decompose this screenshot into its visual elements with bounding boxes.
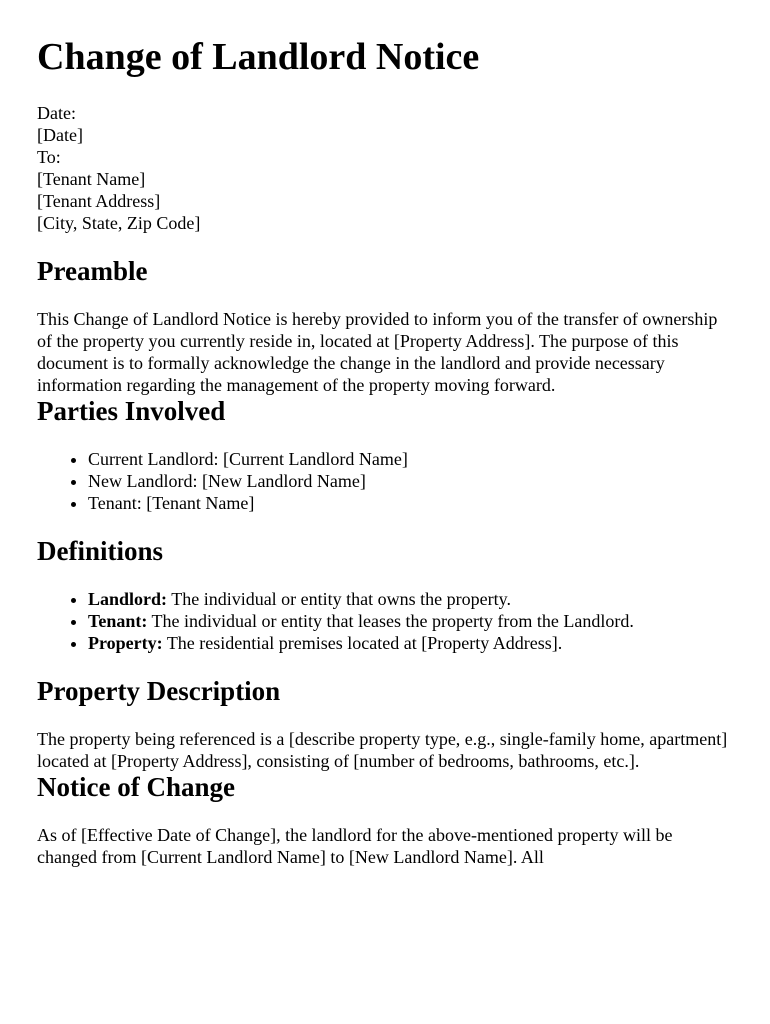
document-title: Change of Landlord Notice: [37, 36, 480, 78]
notice-of-change-heading: Notice of Change: [37, 772, 235, 802]
definition-text: The individual or entity that owns the property.: [167, 589, 511, 609]
city-state-zip: [City, State, Zip Code]: [37, 213, 201, 233]
definition-text: The individual or entity that leases the property from the Landlord.: [147, 611, 634, 631]
list-item: [88, 588, 734, 610]
to-label: To:: [37, 147, 61, 167]
tenant-name: [Tenant Name]: [37, 169, 146, 189]
definition-text: The residential premises located at [Property Address].: [162, 633, 563, 653]
list-item: • New Landlord: [New Landlord Name]: [88, 470, 734, 492]
property-description-heading: Property Description: [37, 676, 281, 706]
definition-term: Property:: [88, 633, 163, 653]
address-block: [37, 102, 734, 234]
list-item: • Tenant: [Tenant Name]: [88, 492, 734, 514]
list-item: • Current Landlord: [Current Landlord Name]: [88, 448, 734, 470]
parties-heading: Parties Involved: [37, 396, 226, 426]
parties-list: [37, 448, 734, 514]
definitions-list: [37, 588, 734, 654]
preamble-text: This Change of Landlord Notice is hereby provided to inform you of the transfer of ownership of the property you currently reside in, located at [Property Address]. The purpose of this document is to formally acknowledge the change in the landlord and provide necessary information regarding the management of the property moving forward.: [37, 309, 718, 395]
tenant-address: [Tenant Address]: [37, 191, 161, 211]
notice-of-change-text: As of [Effective Date of Change], the landlord for the above-mentioned property will be changed from [Current Landlord Name] to [New Landlord Name]. All: [37, 825, 673, 867]
property-description-text: The property being referenced is a [describe property type, e.g., single-family home, apartment] located at [Property Address], consisting of [number of bedrooms, bathrooms, etc.].: [37, 729, 728, 771]
date-label: Date:: [37, 103, 76, 123]
date-value: [Date]: [37, 125, 83, 145]
definition-term: Tenant:: [88, 611, 148, 631]
list-item: [88, 610, 734, 632]
preamble-heading: Preamble: [37, 256, 148, 286]
list-item: [88, 632, 734, 654]
definition-term: Landlord:: [88, 589, 168, 609]
definitions-heading: Definitions: [37, 536, 164, 566]
